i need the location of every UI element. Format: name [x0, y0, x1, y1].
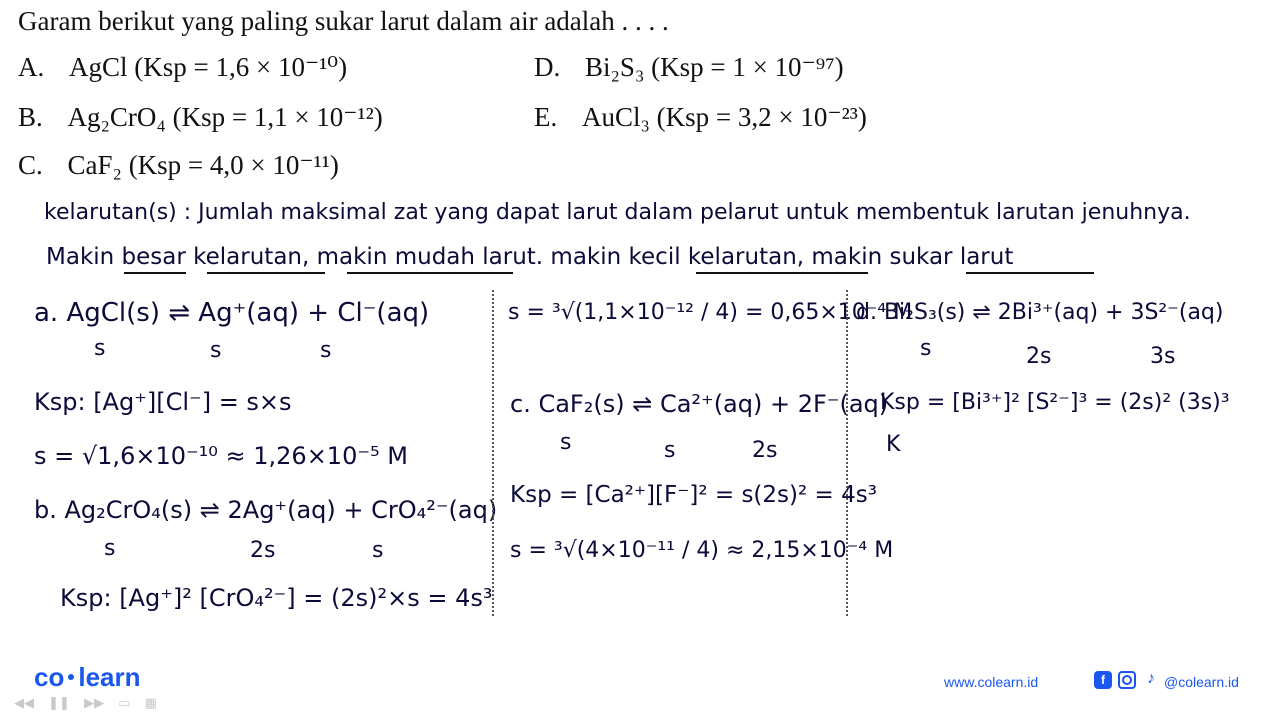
note-definition-2: Makin besar kelarutan, makin mudah larut. makin kecil kelarutan, makin sukar larut: [46, 244, 1014, 270]
note-d-tail: K: [886, 432, 901, 457]
fullscreen-icon[interactable]: ▭: [118, 696, 131, 711]
note-d-s2: 2s: [1026, 344, 1052, 369]
option-a-letter: A.: [18, 52, 45, 82]
column-divider-1: [492, 290, 494, 616]
note-a-ksp: Ksp: [Ag⁺][Cl⁻] = s×s: [34, 388, 292, 416]
note-c-ksp: Ksp = [Ca²⁺][F⁻]² = s(2s)² = 4s³: [510, 482, 877, 508]
note-c-solubility: s = ³√(4×10⁻¹¹ / 4) ≈ 2,15×10⁻⁴ M: [510, 538, 894, 563]
note-a-s3: s: [320, 338, 332, 363]
note-c-s1: s: [560, 430, 572, 455]
colearn-logo[interactable]: [34, 662, 141, 693]
option-c-letter: C.: [18, 150, 43, 180]
note-b-s1: s: [104, 536, 116, 561]
note-d-equation: d. Bi₂S₃(s) ⇌ 2Bi³⁺(aq) + 3S²⁻(aq): [856, 300, 1224, 325]
option-e-text: AuCl₃ (Ksp = 3,2 × 10⁻²³): [582, 102, 867, 132]
note-b-equation: b. Ag₂CrO₄(s) ⇌ 2Ag⁺(aq) + CrO₄²⁻(aq): [34, 496, 498, 524]
option-a-text: AgCl (Ksp = 1,6 × 10⁻¹⁰): [69, 52, 348, 82]
note-a-s1: s: [94, 336, 106, 361]
option-d[interactable]: [534, 52, 844, 83]
option-d-letter: D.: [534, 52, 561, 82]
note-a-s2: s: [210, 338, 222, 363]
option-c-text: CaF₂ (Ksp = 4,0 × 10⁻¹¹): [67, 150, 339, 180]
logo-dot-icon: [68, 674, 74, 680]
settings-icon[interactable]: ▦: [144, 696, 157, 711]
option-b-letter: B.: [18, 102, 43, 132]
website-link[interactable]: www.colearn.id: [944, 674, 1039, 690]
note-definition-1: kelarutan(s) : Jumlah maksimal zat yang dapat larut dalam pelarut untuk membentuk larutan jenuhnya.: [44, 200, 1191, 225]
player-controls[interactable]: [14, 696, 157, 711]
option-a[interactable]: [18, 52, 347, 83]
option-c[interactable]: [18, 150, 339, 181]
note-a-solubility: s = √1,6×10⁻¹⁰ ≈ 1,26×10⁻⁵ M: [34, 442, 408, 470]
social-handle[interactable]: @colearn.id: [1164, 674, 1239, 690]
underline-sukar-larut: [966, 272, 1094, 274]
note-d-ksp: Ksp = [Bi³⁺]² [S²⁻]³ = (2s)² (3s)³: [880, 390, 1230, 415]
underline-mudah-larut: [347, 272, 513, 274]
forward-icon[interactable]: ▶▶: [84, 696, 105, 711]
underline-kecil-kelarutan: [696, 272, 868, 274]
note-d-s3: 3s: [1150, 344, 1176, 369]
underline-kelarutan-1: [207, 272, 325, 274]
tiktok-icon[interactable]: ♪: [1147, 670, 1155, 687]
option-b-text: Ag₂CrO₄ (Ksp = 1,1 × 10⁻¹²): [67, 102, 383, 132]
underline-besar: [124, 272, 186, 274]
facebook-icon[interactable]: f: [1094, 671, 1112, 689]
note-d-s1: s: [920, 336, 932, 361]
note-c-s3: 2s: [752, 438, 778, 463]
note-b-s2: 2s: [250, 538, 276, 563]
note-a-equation: a. AgCl(s) ⇌ Ag⁺(aq) + Cl⁻(aq): [34, 298, 430, 328]
pause-icon[interactable]: ❚❚: [48, 696, 70, 711]
question-stem: Garam berikut yang paling sukar larut dalam air adalah . . . .: [18, 6, 669, 36]
note-c-s2: s: [664, 438, 676, 463]
column-divider-2: [846, 290, 848, 616]
option-e-letter: E.: [534, 102, 558, 132]
note-b-ksp: Ksp: [Ag⁺]² [CrO₄²⁻] = (2s)²×s = 4s³: [60, 584, 493, 612]
logo-co: co: [34, 662, 65, 692]
logo-learn: learn: [78, 662, 141, 692]
note-b-s3: s: [372, 538, 384, 563]
option-e[interactable]: [534, 102, 867, 133]
note-c-equation: c. CaF₂(s) ⇌ Ca²⁺(aq) + 2F⁻(aq): [510, 390, 889, 418]
option-b[interactable]: [18, 102, 383, 133]
option-d-text: Bi₂S₃ (Ksp = 1 × 10⁻⁹⁷): [585, 52, 844, 82]
backward-icon[interactable]: ◀◀: [14, 696, 34, 711]
instagram-icon[interactable]: [1118, 671, 1136, 689]
note-b-solubility: s = ³√(1,1×10⁻¹² / 4) = 0,65×10⁻⁴ M: [508, 300, 913, 325]
